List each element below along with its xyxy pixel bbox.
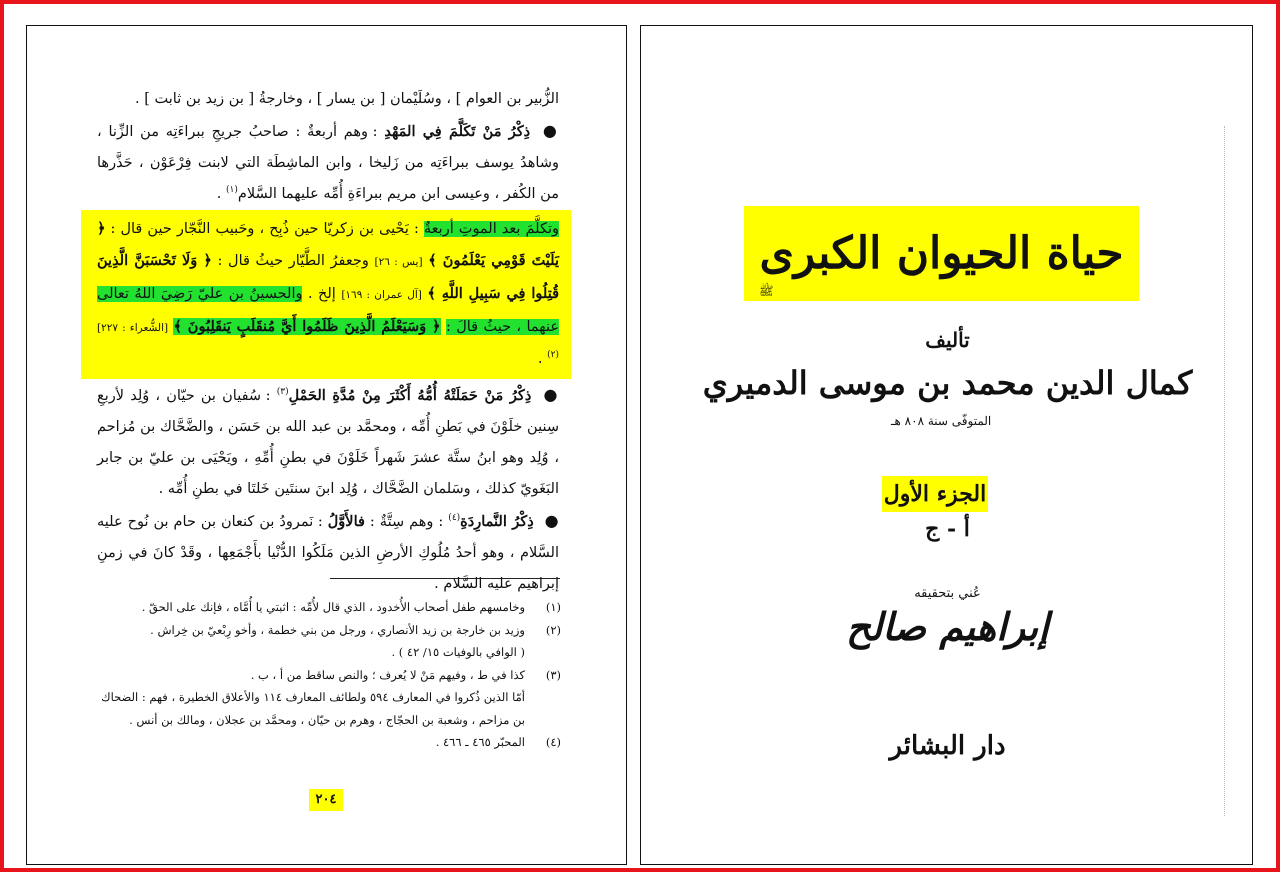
paragraph-5 — [97, 505, 559, 600]
verse-reference: [الشُّعراء : ٢٢٧] — [97, 322, 169, 334]
editor-label: عُني بتحقيقه — [914, 586, 981, 601]
footnotes — [89, 596, 561, 754]
body-text — [97, 84, 559, 600]
green-highlight: وتكلَّمَ بعد الموتِ أربعةٌ — [423, 221, 559, 237]
paragraph-3-text: : يَحْيى بن زكريّا حين ذُبِح ، وحَبيب النَّجّار حين قال : — [110, 221, 419, 237]
quran-verse: ﴿ وَلَا تَحْسَبَنَّ الَّذِينَ قُتِلُوا فِي سَبِيلِ اللَّهِ ﴾ — [97, 252, 560, 302]
section-heading: ذِكْرُ مَنْ تَكَلَّمَ فِي المَهْدِ — [384, 123, 531, 140]
publisher-name: دار البشائر — [889, 731, 1006, 761]
paragraph-5-text: : نَمرودُ بن كنعان بن حام بن نُوح عليه السَّلام ، وهو أحدُ مُلُوكِ الأرضِ الذين مَلَكُوا الدُّنْيا بأَجْمَعِها ، وقَدْ كانَ في زمنِ إبراهيم عليه السَّلام . — [97, 514, 559, 592]
author-death-date: المتوفّى سنة ٨٠٨ هـ — [891, 414, 992, 428]
paragraph-5-text: : وهم سِتَّةٌ : — [369, 514, 444, 530]
verse-reference: [يس : ٢٦] — [374, 256, 423, 268]
editor-name: إبراهيم صالح — [846, 604, 1049, 649]
paragraph-4 — [97, 379, 559, 505]
quran-verse: ﴿ يَلَيْتَ قَوْمِي يَعْلَمُونَ ﴾ — [97, 220, 560, 269]
footnote-item — [89, 619, 561, 642]
section-heading: ذِكْرُ مَنْ حَمَلَتْهُ أُمُّهُ أَكْثَرَ مِنْ مُدَّةِ الحَمْلِ — [288, 387, 532, 404]
footnote-text: كذا في ط ، وفيهم مَنْ لا يُعرف ؛ والنص ساقط من أ ، ب . — [250, 667, 525, 682]
right-page — [640, 25, 1253, 865]
footnote-number: (٢) — [545, 622, 561, 637]
paragraph-2: ● ذِكْرُ مَنْ تَكَلَّمَ فِي المَهْدِ : وهم أربعةٌ : صاحبُ جريجِ ببراءَتِه من الزِّنا ، وشاهدُ يوسف ببراءَتِه من زَليخا ، وابن الماشِطَة التي لابنت فِرْعَوْن ، حَذَّرها من الكُفر ، وعيسى ابن مريم ببراءَةِ أُمِّه عليهما السَّلام$^{(١)}$ . — [97, 121, 560, 202]
green-highlight: والحسينُ بن عليّ رَضِيَ اللهُ تعالى عنهما ، حيثُ قالَ : — [97, 286, 560, 335]
paragraph-4-text: : سُفيان بن حيّان ، وُلِد لأربعِ سِنين خلَوْنَ في بَطنِ أُمِّه ، ومحمَّد بن عبد الله بن حَسَن ، والضَّحَّاك بن مُزاحم ، وُلِد وهو ابنُ ستَّة عشرَ شَهراً خَلَوْنَ في بطنِ أُمِّهِ ، ويَحْيَى بن عليّ بن جابر البَغَويّ كذلك ، وسَلمان الضَّحَّاك ، وُلِد ابنَ سنتَين خَلتَا في بطنِ أُمِّه . — [97, 388, 559, 497]
footnote-continuation: أمّا الذين ذُكروا في المعارف ٥٩٤ ولطائف المعارف ١١٤ والأعلاق الخطيرة ، فهم : الضحاك بن مزاحم ، وشعبة بن الحجّاج ، وهرم بن حيّان ، ومحمَّد بن عجلان ، ومالك بن أنس . — [101, 690, 525, 727]
left-page — [26, 25, 627, 865]
footnote-text: وزيد بن خارجة بن زيد الأنصاري ، ورجل من بني خطمة ، وأخو رِبْعيّ بن خِراش . — [150, 622, 525, 637]
bullet-icon: ● — [542, 121, 560, 140]
footnote-number: (٤) — [545, 735, 561, 749]
volume-range: أ - ج — [925, 516, 970, 542]
book-title — [744, 206, 1139, 301]
paragraph-1-text: الزُّبير بن العوام ] ، وسُلَيْمان [ بن يسار ] ، وخارجةُ [ بن زيد بن ثابت ] . — [135, 91, 559, 107]
footnote-text: المحبّر ٤٦٥ ـ ٤٦٦ . — [435, 735, 525, 749]
footnote-separator — [330, 578, 560, 579]
volume-label: الجزء الأول — [882, 476, 988, 512]
footnote-number: (٣) — [545, 667, 561, 682]
paragraph-2-text: : وهم أربعةٌ : صاحبُ جريجِ ببراءَتِه من الزِّنا ، وشاهدُ يوسف ببراءَتِه من زَليخا ، وابن الماشِطَة التي لابنت فِرْعَوْن ، حَذَّرها من الكُفر ، وعيسى ابن مريم ببراءَةِ أُمِّه عليهما السَّلام — [97, 124, 559, 202]
quran-verse: ﴿ وَسَيَعْلَمُ الَّذِينَ ظَلَمُوا أَيَّ مُنقَلَبٍ يَنقَلِبُونَ ﴾ — [173, 318, 441, 335]
page-number: ٢٠٤ — [309, 789, 343, 811]
footnote-item — [89, 731, 561, 754]
bullet-icon: ● — [544, 511, 560, 530]
bullet-icon: ● — [543, 385, 560, 404]
ornament-icon: ﷺ — [759, 284, 774, 298]
section-heading: ذِكْرُ النَّمارِدَةِ — [460, 513, 534, 530]
paragraph-3: وتكلَّمَ بعد الموتِ أربعةٌ : يَحْيى بن زكريّا حين ذُبِح ، وحَبيب النَّجّار حين قال : ﴿ يَلَيْتَ قَوْمِي يَعْلَمُونَ ﴾ [يس : ٢٦] وجعفرُ الطَّيّار حيثُ قال : ﴿ وَلَا تَحْسَبَنَّ الَّذِينَ قُتِلُوا فِي سَبِيلِ اللَّهِ ﴾ [آل عمران : ١٦٩] إلخ . والحسينُ بن عليّ رَضِيَ اللهُ تعالى عنهما ، حيثُ قالَ : ﴿ وَسَيَعْلَمُ الَّذِينَ ظَلَمُوا أَيَّ مُنقَلَبٍ يَنقَلِبُونَ ﴾ [الشُّعراء : ٢٢٧]$^{(٢)}$ . — [97, 220, 560, 367]
first-label: فالأَوَّلُ — [327, 513, 365, 530]
author-label: تأليف — [925, 328, 970, 352]
footnote-item — [89, 596, 561, 619]
paragraph-1 — [97, 84, 559, 115]
footnote-ref: (٢) — [547, 350, 559, 361]
author-name: كمال الدين محمد بن موسى الدميري — [702, 364, 1193, 402]
paragraph-3-text: وجعفرُ الطَّيّار حيثُ قال : — [217, 253, 369, 269]
highlighted-passage — [81, 210, 571, 379]
margin-line — [1224, 126, 1225, 816]
footnote-continuation: ( الوافي بالوفيات ١٥/ ٤٢ ) . — [391, 645, 525, 659]
footnote-ref: (١) — [226, 185, 238, 196]
book-title-text: حياة الحيوان الكبرى — [759, 228, 1124, 279]
footnote-item — [89, 664, 561, 687]
footnote-text: وخامسهم طفل أصحاب الأُخدود ، الذي قال لأُمِّه : اثبتي يا أُمَّاه ، فإنك على الحقّ . — [141, 600, 525, 614]
footnote-number: (١) — [545, 600, 561, 614]
verse-reference: [آل عمران : ١٦٩] — [341, 289, 422, 301]
paragraph-3-text: إلخ . — [307, 286, 336, 302]
footnote-ref: (٤) — [448, 513, 461, 524]
footnote-ref: (٣) — [276, 387, 289, 398]
